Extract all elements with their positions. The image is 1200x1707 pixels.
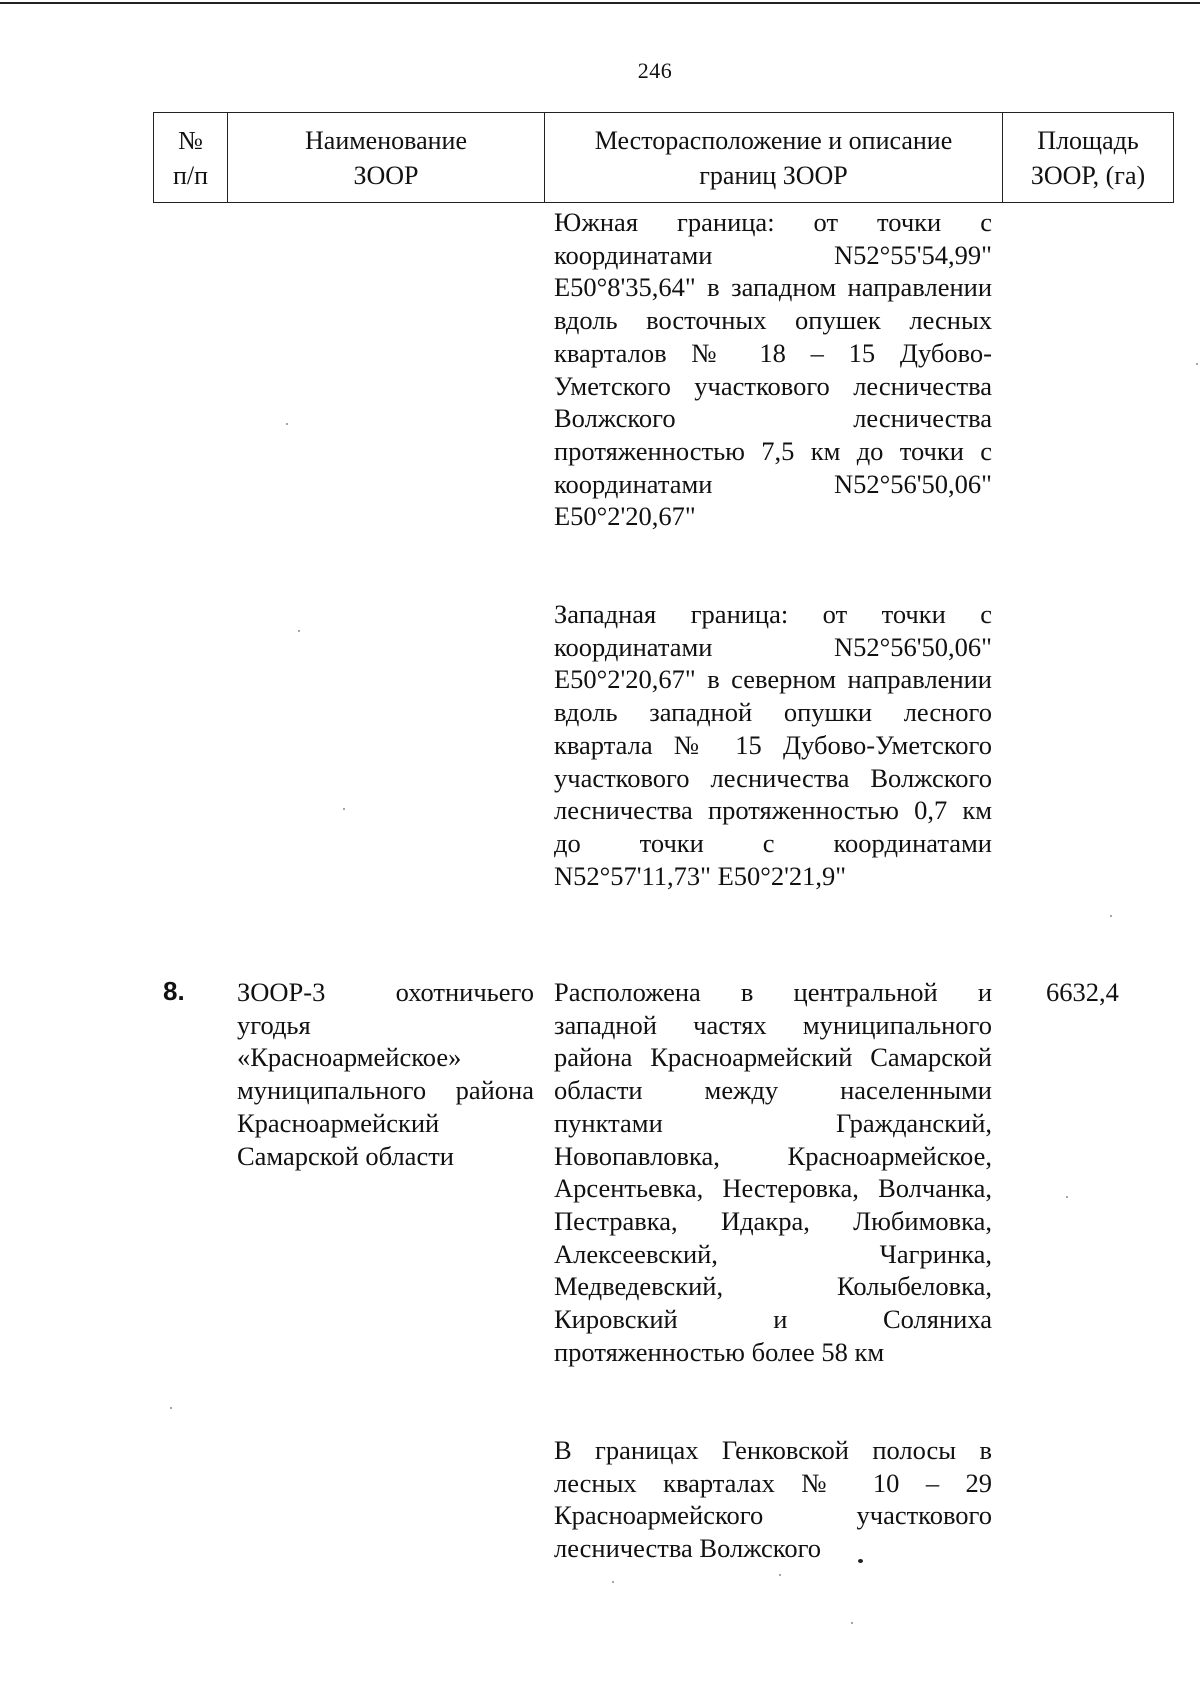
row-8-description-genkov-strip: В границах Генковской полосы в лесных кварталах № 10 – 29 Красноармейского участкового лесничества Волжского xyxy=(554,1435,992,1564)
west-border-description: Западная граница: от точки с координатами N52°56'50,06" E50°2'20,67" в северном направлении вдоль западной опушки лесного квартала № 15 Дубово-Уметского участкового лесничества Волжского лесничества протяженностью 0,7 км до точки с координатами N52°57'11,73" E50°2'21,9" xyxy=(554,599,992,891)
header-name: Наименование ЗООР xyxy=(228,113,545,203)
scan-speck xyxy=(343,808,345,810)
scan-speck xyxy=(1196,363,1198,365)
top-rule xyxy=(0,2,1200,4)
scan-speck xyxy=(612,1581,614,1583)
row-8-description-location: Расположена в центральной и западной частях муниципального района Красноармейский Самарской области между населенными пунктами Гражданский, Новопавловка, Красноармейское, Арсентьевка, Нестеровка, Волчанка, Пестравка, Идакра, Любимовка, Алексеевский, Чагринка, Медведевский, Колыбеловка, Кировский и Соляниха протяженностью более 58 км xyxy=(554,977,992,1367)
scan-speck xyxy=(1066,1196,1068,1198)
scan-speck xyxy=(286,423,288,425)
row-8-name: ЗООР-3 охотничьего угодья «Красноармейское» муниципального района Красноармейский Самарской области xyxy=(237,977,534,1171)
scan-speck xyxy=(779,1574,781,1576)
scan-speck xyxy=(858,1559,863,1563)
scan-speck xyxy=(298,630,300,632)
page-number: 246 xyxy=(637,58,673,83)
south-border-description: Южная граница: от точки с координатами N52°55'54,99" E50°8'35,64" в западном направлении вдоль восточных опушек лесных кварталов № 18 – 15 Дубово-Уметского участкового лесничества Волжского лесничества протяженностью 7,5 км до точки с координатами N52°56'50,06" E50°2'20,67" xyxy=(554,207,992,532)
header-area: Площадь ЗООР, (га) xyxy=(1003,113,1174,203)
header-description: Месторасположение и описание границ ЗООР xyxy=(545,113,1003,203)
table-header-row xyxy=(154,113,1174,203)
scan-speck xyxy=(1110,915,1112,917)
row-8-area: 6632,4 xyxy=(1046,977,1119,1007)
row-8-number: 8. xyxy=(163,976,185,1006)
scan-speck xyxy=(170,1407,172,1409)
table-header xyxy=(153,112,1174,203)
header-number: № п/п xyxy=(154,113,228,203)
scan-speck xyxy=(851,1622,853,1624)
